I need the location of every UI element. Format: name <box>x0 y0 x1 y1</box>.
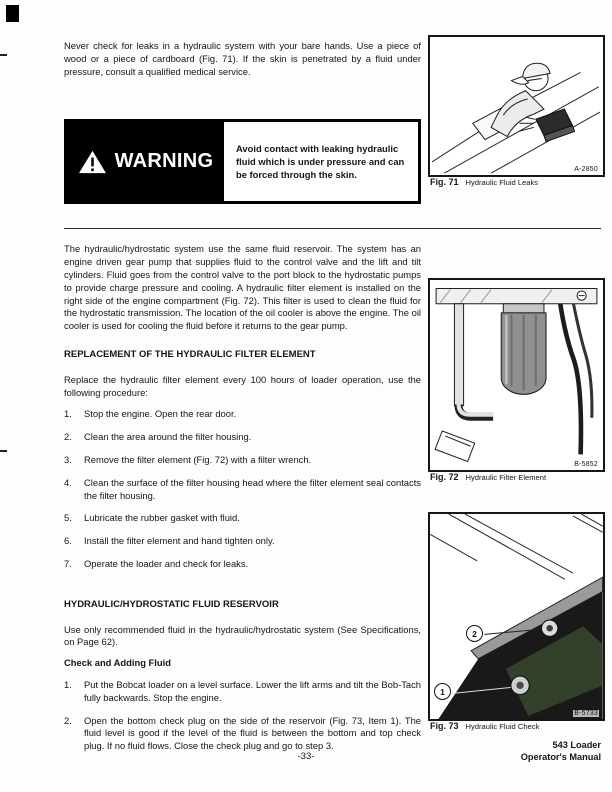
figure-73 <box>428 512 605 721</box>
step-number: 6. <box>64 535 72 547</box>
figure-71 <box>428 35 605 177</box>
step-row <box>64 715 421 753</box>
footer-loader-model: 543 Loader <box>552 740 601 750</box>
step-row <box>64 454 421 467</box>
check-fluid-subheading: Check and Adding Fluid <box>64 657 171 669</box>
figure-71-title: Hydraulic Fluid Leaks <box>465 178 539 187</box>
step-number: 3. <box>64 453 72 465</box>
step-text: Put the Bobcat loader on a level surface. Lower the lift arms and tilt the Bob-Tach fully backwards. Stop the engine. <box>84 678 421 703</box>
figure-72-code: B-5852 <box>574 461 598 468</box>
reservoir-section-heading: HYDRAULIC/HYDROSTATIC FLUID RESERVOIR <box>64 598 279 610</box>
figure-71-caption <box>430 177 601 187</box>
step-number: 1. <box>64 408 72 420</box>
fig72-illustration <box>430 280 603 470</box>
figure-71-number: Fig. 71 <box>430 177 459 187</box>
figure-73-caption <box>430 721 601 731</box>
step-row <box>64 408 421 421</box>
reservoir-section-intro: Use only recommended fluid in the hydraulic/hydrostatic system (See Specifications, on Page 62). <box>64 623 421 648</box>
figure-73-title: Hydraulic Fluid Check <box>465 722 540 731</box>
step-row <box>64 679 421 705</box>
manual-footer <box>521 739 601 763</box>
step-number: 1. <box>64 678 72 690</box>
filter-section-intro: Replace the hydraulic filter element every 100 hours of loader operation, use the following procedure: <box>64 373 421 398</box>
figure-72 <box>428 278 605 472</box>
print-edge-tick <box>0 54 7 56</box>
fig71-illustration <box>430 37 603 175</box>
filter-steps-list <box>64 408 421 570</box>
filter-section-heading: REPLACEMENT OF THE HYDRAULIC FILTER ELEMENT <box>64 348 316 360</box>
print-corner-mark <box>6 5 19 22</box>
figure-73-number: Fig. 73 <box>430 721 459 731</box>
step-text: Stop the engine. Open the rear door. <box>84 408 237 420</box>
step-text: Remove the filter element (Fig. 72) with a filter wrench. <box>84 453 312 465</box>
warning-message: Avoid contact with leaking hydraulic fluid which is under pressure and can be forced through the skin. <box>236 143 405 181</box>
figure-73-code: B-5733 <box>574 710 598 717</box>
figure-72-title: Hydraulic Filter Element <box>465 473 547 482</box>
figure-72-number: Fig. 72 <box>430 472 459 482</box>
system-paragraph: The hydraulic/hydrostatic system use the same fluid reservoir. The system has an engine driven gear pump that supplies fluid to the control valve and the lift and tilt cylinders. Fluid goes from the control valve to the port block to the hydrostatic pumps to provide charge pressure and cooling. A hydraulic filter element is installed on the right side of the engine compartment (Fig. 72). This filter is used to clean the fluid for the hydrostatic transmission. The location of the oil cooler is above the engine. The oil cooler is used for cooling the fluid before it returns to the gear pump. <box>64 243 421 332</box>
warning-banner <box>67 122 224 201</box>
step-number: 4. <box>64 476 72 488</box>
warning-triangle-icon <box>78 149 107 175</box>
page-number: -33- <box>297 751 315 762</box>
step-row <box>64 535 421 548</box>
warning-label: WARNING <box>114 150 214 173</box>
step-row <box>64 512 421 525</box>
step-text: Clean the area around the filter housing. <box>84 431 252 443</box>
fig73-illustration <box>430 514 603 719</box>
step-number: 7. <box>64 557 72 569</box>
callout-item-2: 2 <box>466 625 483 642</box>
footer-manual-name: Operator's Manual <box>520 752 601 762</box>
step-row <box>64 477 421 503</box>
step-row <box>64 431 421 444</box>
step-number: 5. <box>64 512 72 524</box>
step-text: Operate the loader and check for leaks. <box>84 557 249 569</box>
section-divider <box>64 228 601 229</box>
step-number: 2. <box>64 714 72 726</box>
intro-paragraph: Never check for leaks in a hydraulic system with your bare hands. Use a piece of wood or a piece of cardboard (Fig. 71). If the skin is penetrated by a fluid under pressure, consult a qualified medical service. <box>64 40 421 77</box>
step-text: Lubricate the rubber gasket with fluid. <box>84 512 240 524</box>
step-row <box>64 558 421 571</box>
main-text-column <box>64 40 421 763</box>
print-edge-tick <box>0 450 7 452</box>
step-text: Clean the surface of the filter housing head where the filter element seal contacts the filter housing. <box>84 476 421 501</box>
step-text: Open the bottom check plug on the side of the reservoir (Fig. 73, Item 1). The fluid level is good if the level of the fluid is between the bottom and top check plug. If no fluid flows. Close the check plug and go to step 3. <box>84 714 421 752</box>
step-text: Install the filter element and hand tighten only. <box>84 535 275 547</box>
figure-72-caption <box>430 472 601 482</box>
callout-item-1: 1 <box>434 683 451 700</box>
figure-71-code: A-2850 <box>574 166 598 173</box>
reservoir-steps-list <box>64 679 421 753</box>
step-number: 2. <box>64 431 72 443</box>
warning-box <box>64 119 421 204</box>
